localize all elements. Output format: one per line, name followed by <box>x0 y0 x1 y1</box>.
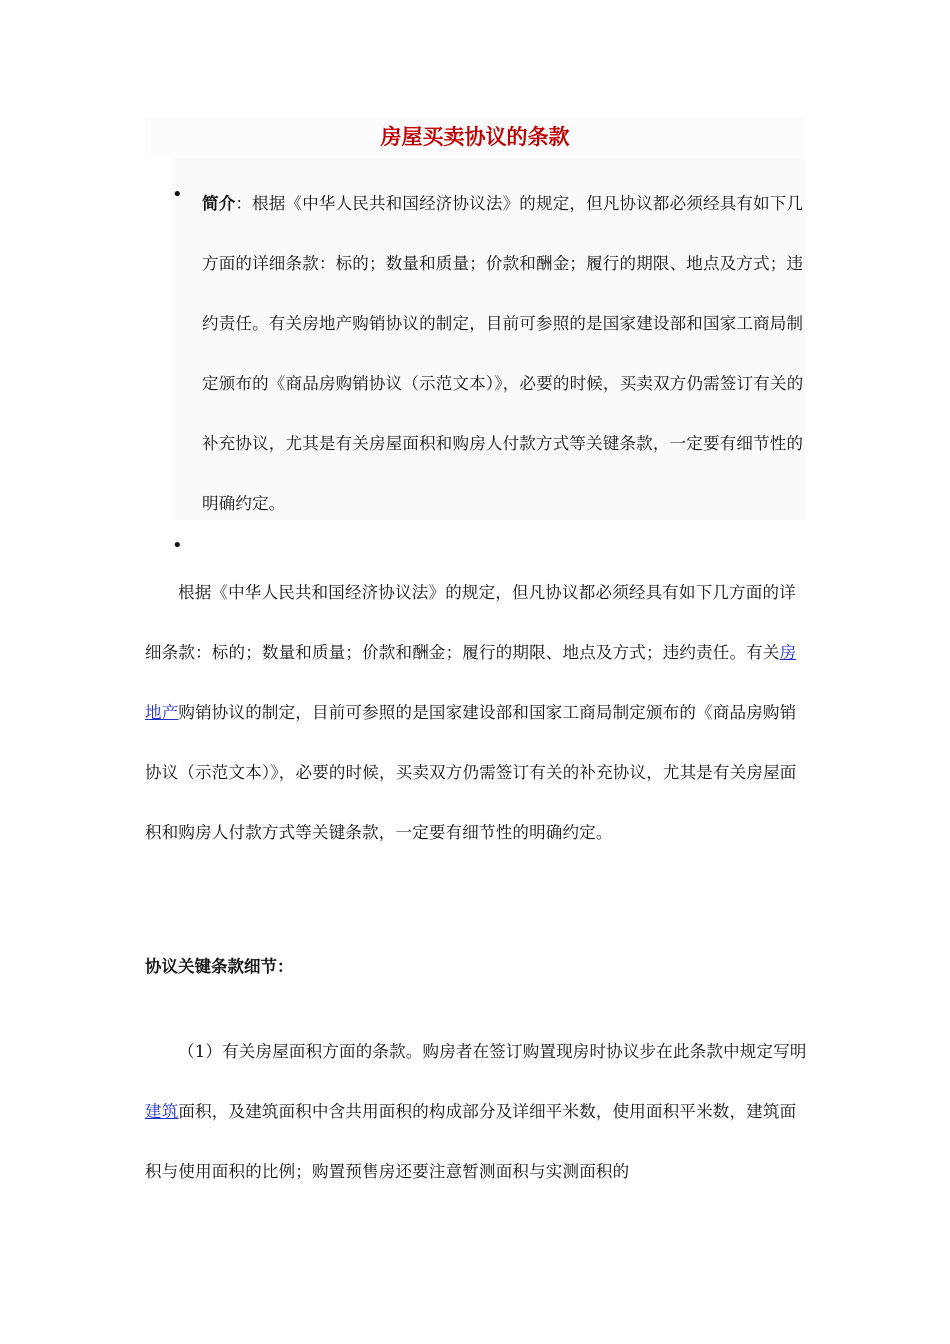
body-paragraph-1 <box>145 563 807 863</box>
intro-bullet: • <box>172 184 183 205</box>
paragraph-2-text-after-link: 面积，及建筑面积中含共用面积的构成部分及详细平米数，使用面积平米数，建筑面积与使用面积的比例；购置预售房还要注意暂测面积与实测面积的 <box>145 1102 797 1181</box>
empty-bullet: • <box>172 535 183 556</box>
intro-text: 根据《中华人民共和国经济协议法》的规定，但凡协议都必须经具有如下几方面的详细条款：标的；数量和质量；价款和酬金；履行的期限、地点及方式；违约责任。有关房地产购销协议的制定，目前可参照的是国家建设部和国家工商局制定颁布的《商品房购销协议（示范文本）》，必要的时候，买卖双方仍需签订有关的补充协议，尤其是有关房屋面积和购房人付款方式等关键条款，一定要有细节性的明确约定。 <box>202 194 804 513</box>
section-heading: 协议关键条款细节： <box>145 957 294 976</box>
intro-colon: ： <box>235 194 253 213</box>
intro-lead-label: 简介 <box>202 194 236 213</box>
body-paragraph-2 <box>145 1022 807 1202</box>
paragraph-1-text-before-link: 根据《中华人民共和国经济协议法》的规定，但凡协议都必须经具有如下几方面的详细条款：标的；数量和质量；价款和酬金；履行的期限、地点及方式；违约责任。有关 <box>145 583 796 662</box>
document-title: 房屋买卖协议的条款 <box>145 118 805 156</box>
real-estate-link[interactable]: 房地产 <box>145 643 797 722</box>
paragraph-1-text-after-link: 购销协议的制定，目前可参照的是国家建设部和国家工商局制定颁布的《商品房购销协议（示范文本）》，必要的时候，买卖双方仍需签订有关的补充协议，尤其是有关房屋面积和购房人付款方式等关键条款，一定要有细节性的明确约定。 <box>145 703 797 842</box>
paragraph-2-text-before-link: （1）有关房屋面积方面的条款。购房者在签订购置现房时协议步在此条款中规定写明 <box>178 1042 807 1061</box>
construction-link[interactable]: 建筑 <box>145 1102 179 1121</box>
intro-paragraph <box>202 174 807 534</box>
